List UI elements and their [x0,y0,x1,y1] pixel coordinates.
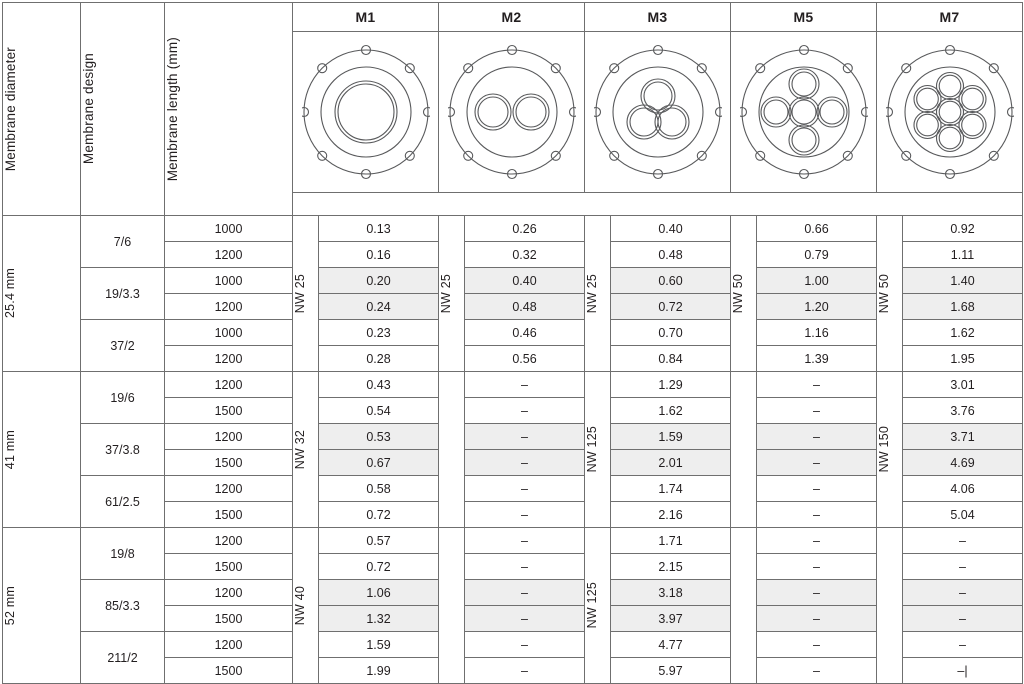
header-module-m2-label: M2 [501,9,522,25]
filter-surface-cell-m5: – [757,580,877,606]
table-row [3,580,1023,606]
filter-surface-cell-m7: 3.71 [903,424,1023,450]
membrane-diameter-value: 41 mm [3,429,17,470]
filter-surface-cell-m3: 0.72 [611,294,731,320]
filter-surface-cell-m1: 0.13 [319,216,439,242]
filter-surface-cell-m3: 3.97 [611,606,731,632]
filter-surface-cell-m5: – [757,424,877,450]
filter-surface-cell-m3: 0.40 [611,216,731,242]
membrane-length-cell: 1000 [165,320,293,346]
membrane-design-cell: 85/3.3 [81,580,165,632]
nominal-width-value: NW 50 [877,273,891,314]
nominal-width-cell-m2 [439,528,465,684]
membrane-design-cell: 37/2 [81,320,165,372]
filter-surface-cell-m2: 0.32 [465,242,585,268]
filter-surface-cell-m2: 0.56 [465,346,585,372]
nominal-width-value: NW 50 [731,273,745,314]
membrane-length-cell: 1000 [165,216,293,242]
nominal-width-cell-m2 [439,372,465,528]
nominal-width-cell-m1 [293,372,319,528]
membrane-length-cell: 1000 [165,268,293,294]
nominal-width-cell-m3 [585,372,611,528]
filter-surface-cell-m3: 2.16 [611,502,731,528]
filter-surface-cell-m2: – [465,528,585,554]
filter-surface-cell-m3: 0.84 [611,346,731,372]
membrane-length-cell: 1500 [165,606,293,632]
filter-surface-cell-m2: – [465,580,585,606]
nominal-width-value: NW 125 [585,582,599,629]
filter-surface-cell-m5: – [757,528,877,554]
membrane-design-cell: 61/2.5 [81,476,165,528]
membrane-length-cell: 1200 [165,528,293,554]
table-row [3,320,1023,346]
header-membrane-design-label: Membrane design [81,53,96,165]
header-module-m3-label: M3 [647,9,668,25]
header-module-m1-label: M1 [355,9,376,25]
filter-surface-cell-m3: 2.01 [611,450,731,476]
header-module-m3 [585,3,731,32]
filter-surface-cell-m7: –| [903,658,1023,684]
table-row [3,268,1023,294]
filter-surface-banner-label: filter surface in m² per module [572,197,743,211]
filter-surface-cell-m1: 0.72 [319,502,439,528]
nominal-width-cell-m7 [877,528,903,684]
membrane-length-cell: 1200 [165,424,293,450]
filter-surface-cell-m1: 0.23 [319,320,439,346]
filter-surface-cell-m1: 0.20 [319,268,439,294]
filter-surface-cell-m1: 0.16 [319,242,439,268]
filter-surface-cell-m5: 1.39 [757,346,877,372]
filter-surface-cell-m3: 2.15 [611,554,731,580]
header-module-m5 [731,3,877,32]
header-module-m2 [439,3,585,32]
table-row [3,476,1023,502]
membrane-design-cell: 37/3.8 [81,424,165,476]
nominal-width-value: NW 150 [877,426,891,473]
header-module-m1 [293,3,439,32]
table-row [3,372,1023,398]
filter-surface-cell-m7: 1.68 [903,294,1023,320]
nominal-width-value: NW 125 [585,426,599,473]
membrane-diameter-cell [3,372,81,528]
filter-surface-cell-m5: – [757,606,877,632]
filter-surface-cell-m5: – [757,632,877,658]
nominal-width-value: NW 25 [585,273,599,314]
filter-surface-cell-m7: 4.06 [903,476,1023,502]
table-row [3,632,1023,658]
filter-surface-cell-m2: – [465,450,585,476]
nominal-width-cell-m5 [731,528,757,684]
filter-surface-cell-m1: 1.99 [319,658,439,684]
nominal-width-value: NW 25 [293,273,307,314]
membrane-length-cell: 1200 [165,476,293,502]
filter-surface-cell-m1: 1.32 [319,606,439,632]
filter-surface-cell-m5: 1.16 [757,320,877,346]
membrane-length-cell: 1200 [165,294,293,320]
filter-surface-cell-m2: 0.46 [465,320,585,346]
nominal-width-cell-m5 [731,216,757,372]
filter-surface-cell-m3: 1.71 [611,528,731,554]
filter-surface-cell-m2: – [465,502,585,528]
membrane-length-cell: 1200 [165,632,293,658]
filter-surface-cell-m5: 1.20 [757,294,877,320]
header-module-m5-label: M5 [793,9,814,25]
filter-surface-cell-m5: 0.66 [757,216,877,242]
membrane-specification-table [2,2,1023,684]
filter-surface-cell-m7: 3.76 [903,398,1023,424]
filter-surface-cell-m3: 3.18 [611,580,731,606]
header-module-m7-label: M7 [939,9,960,25]
header-membrane-diameter [3,3,81,216]
filter-surface-cell-m3: 4.77 [611,632,731,658]
membrane-design-cell: 19/6 [81,372,165,424]
table-row [3,424,1023,450]
filter-surface-cell-m7: 3.01 [903,372,1023,398]
filter-surface-cell-m5: – [757,398,877,424]
nominal-width-value: NW 40 [293,585,307,626]
filter-surface-cell-m7: – [903,528,1023,554]
header-module-m7 [877,3,1023,32]
filter-surface-cell-m5: – [757,502,877,528]
filter-surface-cell-m7: 0.92 [903,216,1023,242]
filter-surface-cell-m3: 1.29 [611,372,731,398]
diagram-m2 [439,32,585,193]
filter-surface-cell-m7: 4.69 [903,450,1023,476]
header-membrane-length-label: Membrane length (mm) [165,36,180,182]
filter-surface-cell-m5: – [757,372,877,398]
membrane-diameter-cell [3,528,81,684]
filter-surface-cell-m2: – [465,632,585,658]
membrane-length-cell: 1500 [165,450,293,476]
filter-surface-cell-m2: 0.26 [465,216,585,242]
filter-surface-cell-m7: – [903,580,1023,606]
membrane-design-cell: 19/3.3 [81,268,165,320]
nominal-width-cell-m3 [585,216,611,372]
nominal-width-value: NW 32 [293,429,307,470]
filter-surface-cell-m1: 0.72 [319,554,439,580]
filter-surface-cell-m1: 0.54 [319,398,439,424]
filter-surface-cell-m7: 1.11 [903,242,1023,268]
filter-surface-cell-m7: – [903,554,1023,580]
filter-surface-cell-m1: 1.59 [319,632,439,658]
membrane-design-cell: 19/8 [81,528,165,580]
header-membrane-diameter-label: Membrane diameter [3,46,18,172]
filter-surface-cell-m5: 1.00 [757,268,877,294]
filter-surface-cell-m3: 0.60 [611,268,731,294]
filter-surface-cell-m2: – [465,658,585,684]
diagram-m5 [731,32,877,193]
filter-surface-cell-m2: – [465,372,585,398]
filter-surface-cell-m7: 1.95 [903,346,1023,372]
membrane-design-cell: 7/6 [81,216,165,268]
filter-surface-cell-m5: 0.79 [757,242,877,268]
nominal-width-cell-m3 [585,528,611,684]
table-row [3,216,1023,242]
nominal-width-cell-m1 [293,216,319,372]
header-membrane-length [165,3,293,216]
filter-surface-cell-m1: 0.24 [319,294,439,320]
filter-surface-cell-m2: 0.40 [465,268,585,294]
diagram-m1 [293,32,439,193]
membrane-length-cell: 1500 [165,658,293,684]
filter-surface-cell-m3: 0.48 [611,242,731,268]
membrane-module-table-sheet [0,2,1024,677]
filter-surface-cell-m7: 1.62 [903,320,1023,346]
filter-surface-cell-m1: 0.57 [319,528,439,554]
filter-surface-cell-m7: 5.04 [903,502,1023,528]
membrane-diameter-cell [3,216,81,372]
nominal-width-cell-m5 [731,372,757,528]
filter-surface-cell-m3: 1.59 [611,424,731,450]
filter-surface-cell-m2: – [465,476,585,502]
nominal-width-cell-m7 [877,216,903,372]
filter-surface-cell-m1: 0.53 [319,424,439,450]
membrane-length-cell: 1200 [165,346,293,372]
nominal-width-cell-m7 [877,372,903,528]
membrane-design-cell: 211/2 [81,632,165,684]
filter-surface-cell-m3: 5.97 [611,658,731,684]
table-row [3,528,1023,554]
filter-surface-cell-m1: 0.67 [319,450,439,476]
membrane-length-cell: 1500 [165,398,293,424]
filter-surface-cell-m7: – [903,606,1023,632]
diagram-m3 [585,32,731,193]
membrane-length-cell: 1200 [165,372,293,398]
filter-surface-cell-m5: – [757,476,877,502]
membrane-length-cell: 1500 [165,502,293,528]
membrane-diameter-value: 52 mm [3,585,17,626]
membrane-length-cell: 1500 [165,554,293,580]
diagram-m7 [877,32,1023,193]
filter-surface-cell-m1: 0.28 [319,346,439,372]
filter-surface-cell-m5: – [757,450,877,476]
filter-surface-cell-m1: 0.43 [319,372,439,398]
nominal-width-value: NW 25 [439,273,453,314]
membrane-length-cell: 1200 [165,242,293,268]
filter-surface-banner [293,193,1023,216]
header-row-modules [3,3,1023,32]
membrane-length-cell: 1200 [165,580,293,606]
filter-surface-cell-m1: 0.58 [319,476,439,502]
filter-surface-cell-m7: – [903,632,1023,658]
membrane-diameter-value: 25.4 mm [3,268,17,319]
filter-surface-cell-m2: 0.48 [465,294,585,320]
filter-surface-cell-m3: 0.70 [611,320,731,346]
filter-surface-cell-m5: – [757,658,877,684]
nominal-width-cell-m1 [293,528,319,684]
filter-surface-cell-m3: 1.62 [611,398,731,424]
filter-surface-cell-m1: 1.06 [319,580,439,606]
filter-surface-cell-m5: – [757,554,877,580]
filter-surface-cell-m2: – [465,398,585,424]
filter-surface-cell-m7: 1.40 [903,268,1023,294]
nominal-width-cell-m2 [439,216,465,372]
filter-surface-cell-m2: – [465,424,585,450]
filter-surface-cell-m2: – [465,606,585,632]
header-membrane-design [81,3,165,216]
filter-surface-cell-m2: – [465,554,585,580]
filter-surface-cell-m3: 1.74 [611,476,731,502]
